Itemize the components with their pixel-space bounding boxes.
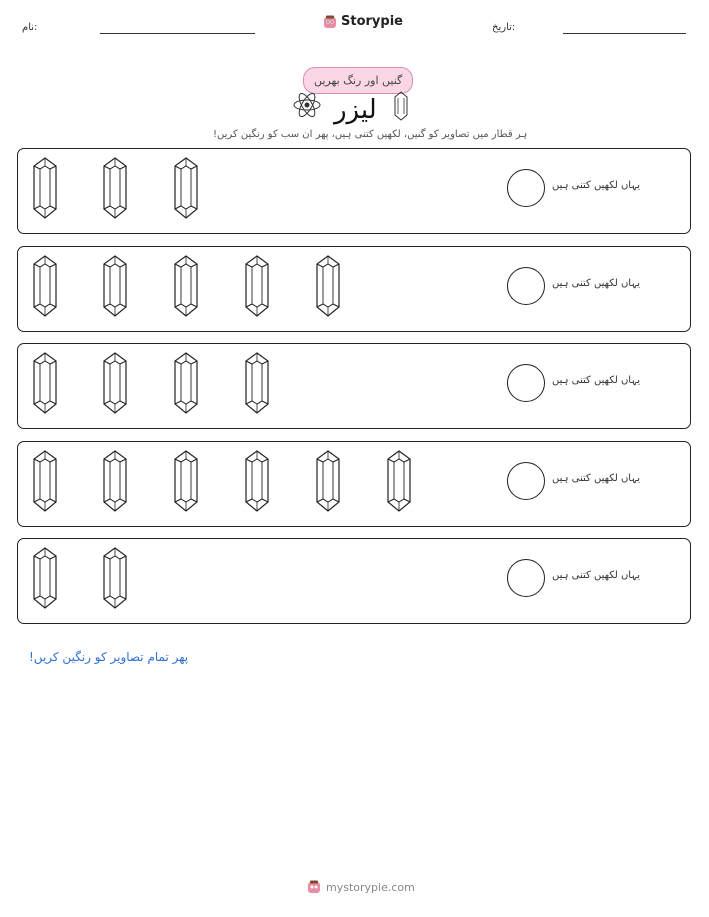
footer-site: mystorypie.com [326, 880, 415, 894]
name-line[interactable] [100, 33, 255, 34]
counting-row [17, 148, 691, 234]
answer-prompt: یہاں لکھیں کتنی ہیں [552, 180, 640, 191]
crystal-icon [173, 450, 199, 512]
answer-circle[interactable] [507, 169, 545, 207]
counting-row [17, 441, 691, 527]
date-label: تاریخ: [492, 22, 516, 33]
instruction-text: ہر قطار میں تصاویر کو گنیں، لکھیں کتنی ہیں، پھر ان سب کو رنگین کریں! [213, 129, 528, 140]
answer-prompt: یہاں لکھیں کتنی ہیں [552, 278, 640, 289]
atom-icon [292, 90, 322, 120]
activity-badge: گنیں اور رنگ بھریں [303, 67, 413, 94]
crystal-icon [102, 352, 128, 414]
answer-prompt: یہاں لکھیں کتنی ہیں [552, 570, 640, 581]
storypie-logo-icon [323, 15, 337, 29]
counting-row [17, 343, 691, 429]
answer-circle[interactable] [507, 559, 545, 597]
crystal-icon [32, 157, 58, 219]
crystal-icon [173, 352, 199, 414]
footer-brand [307, 880, 415, 894]
crystal-icon [32, 450, 58, 512]
crystal-icon [102, 157, 128, 219]
crystal-icon [244, 450, 270, 512]
worksheet-title: لیزر [334, 95, 377, 125]
crystal-icon [32, 352, 58, 414]
crystal-icon [244, 255, 270, 317]
crystal-icon [102, 547, 128, 609]
footer-note: پھر تمام تصاویر کو رنگین کریں! [29, 650, 189, 664]
brand-name: Storypie [341, 14, 403, 29]
answer-prompt: یہاں لکھیں کتنی ہیں [552, 375, 640, 386]
crystal-icon [173, 157, 199, 219]
counting-row [17, 246, 691, 332]
crystal-icon [32, 255, 58, 317]
crystal-icon [315, 450, 341, 512]
crystal-icon [102, 255, 128, 317]
crystal-icon [394, 91, 408, 121]
answer-circle[interactable] [507, 462, 545, 500]
answer-circle[interactable] [507, 267, 545, 305]
crystal-icon [244, 352, 270, 414]
crystal-icon [32, 547, 58, 609]
storypie-logo-icon [307, 880, 321, 894]
crystal-icon [386, 450, 412, 512]
brand [323, 14, 403, 29]
crystal-icon [315, 255, 341, 317]
answer-circle[interactable] [507, 364, 545, 402]
crystal-icon [173, 255, 199, 317]
counting-row [17, 538, 691, 624]
date-line[interactable] [563, 33, 686, 34]
answer-prompt: یہاں لکھیں کتنی ہیں [552, 473, 640, 484]
name-label: نام: [22, 22, 38, 33]
crystal-icon [102, 450, 128, 512]
